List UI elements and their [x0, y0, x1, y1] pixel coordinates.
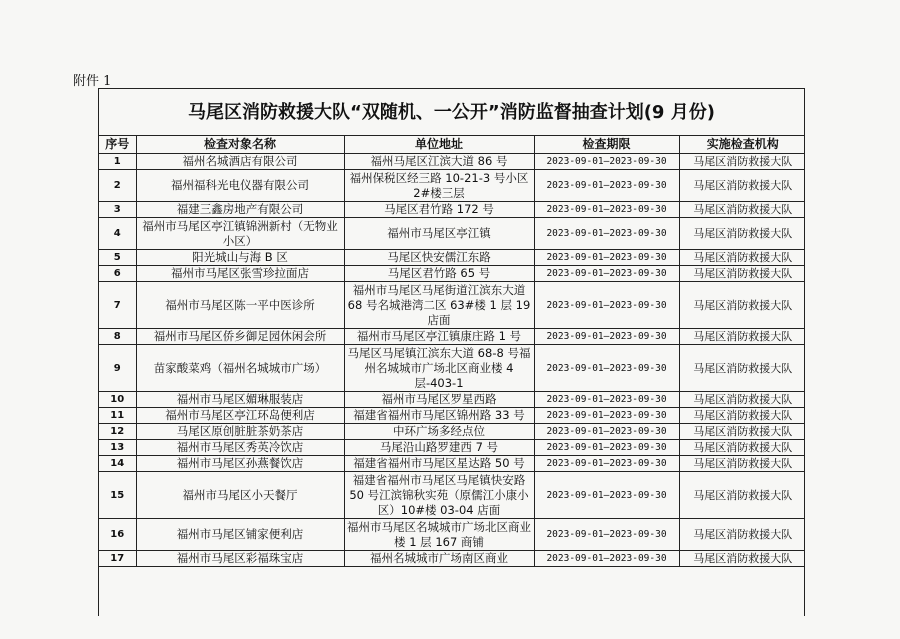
cell-org: 马尾区消防救援大队	[679, 424, 805, 440]
cell-name: 福州市马尾区秀英冷饮店	[136, 440, 344, 456]
cell-name: 福州市马尾区铺家便利店	[136, 519, 344, 551]
cell-no: 5	[99, 250, 136, 266]
cell-name: 福州市马尾区孙燕餐饮店	[136, 456, 344, 472]
cell-address: 福州市马尾区亭江镇康庄路 1 号	[344, 329, 534, 345]
cell-org: 马尾区消防救援大队	[679, 551, 805, 567]
table-row	[99, 519, 805, 551]
cell-no: 9	[99, 345, 136, 392]
table-row	[99, 202, 805, 218]
cell-period: 2023-09-01—2023-09-30	[534, 472, 679, 519]
cell-org: 马尾区消防救援大队	[679, 218, 805, 250]
cell-period: 2023-09-01—2023-09-30	[534, 202, 679, 218]
cell-no: 7	[99, 282, 136, 329]
table-row	[99, 551, 805, 567]
cell-no: 3	[99, 202, 136, 218]
table-row	[99, 250, 805, 266]
cell-no: 6	[99, 266, 136, 282]
cell-name: 福州市马尾区小天餐厅	[136, 472, 344, 519]
cell-address: 福州马尾区江滨大道 86 号	[344, 154, 534, 170]
cell-no: 16	[99, 519, 136, 551]
inspection-plan-table	[99, 136, 805, 567]
header-address: 单位地址	[344, 136, 534, 154]
table-row	[99, 424, 805, 440]
cell-no: 1	[99, 154, 136, 170]
table-row	[99, 282, 805, 329]
table-row	[99, 329, 805, 345]
table-row	[99, 266, 805, 282]
cell-org: 马尾区消防救援大队	[679, 202, 805, 218]
table-row	[99, 408, 805, 424]
cell-name: 福州市马尾区侨乡御足园休闲会所	[136, 329, 344, 345]
cell-address: 马尾区君竹路 172 号	[344, 202, 534, 218]
cell-org: 马尾区消防救援大队	[679, 266, 805, 282]
cell-name: 福州市马尾区张雪珍拉面店	[136, 266, 344, 282]
cell-name: 福州市马尾区陈一平中医诊所	[136, 282, 344, 329]
cell-name: 阳光城山与海 B 区	[136, 250, 344, 266]
cell-name: 苗家酸菜鸡（福州名城城市广场）	[136, 345, 344, 392]
cell-name: 福州市马尾区亭江镇锦洲新村（无物业小区）	[136, 218, 344, 250]
cell-address: 福州市马尾区名城城市广场北区商业楼 1 层 167 商铺	[344, 519, 534, 551]
cell-no: 12	[99, 424, 136, 440]
cell-period: 2023-09-01—2023-09-30	[534, 329, 679, 345]
cell-address: 福州市马尾区亭江镇	[344, 218, 534, 250]
cell-no: 2	[99, 170, 136, 202]
cell-no: 13	[99, 440, 136, 456]
table-row	[99, 472, 805, 519]
document-title: 马尾区消防救援大队“双随机、一公开”消防监督抽查计划(9 月份)	[99, 89, 804, 136]
cell-org: 马尾区消防救援大队	[679, 170, 805, 202]
table-body	[99, 154, 805, 567]
cell-address: 福建省福州市马尾区星达路 50 号	[344, 456, 534, 472]
table-row	[99, 154, 805, 170]
cell-org: 马尾区消防救援大队	[679, 456, 805, 472]
cell-period: 2023-09-01—2023-09-30	[534, 154, 679, 170]
cell-no: 15	[99, 472, 136, 519]
cell-address: 福州保税区经三路 10-21-3 号小区2#楼三层	[344, 170, 534, 202]
cell-period: 2023-09-01—2023-09-30	[534, 170, 679, 202]
cell-org: 马尾区消防救援大队	[679, 154, 805, 170]
cell-address: 福建省福州市马尾区锦州路 33 号	[344, 408, 534, 424]
cell-address: 马尾沿山路罗建西 7 号	[344, 440, 534, 456]
cell-name: 福州名城酒店有限公司	[136, 154, 344, 170]
cell-period: 2023-09-01—2023-09-30	[534, 424, 679, 440]
header-no: 序号	[99, 136, 136, 154]
cell-address: 福州名城城市广场南区商业	[344, 551, 534, 567]
cell-period: 2023-09-01—2023-09-30	[534, 440, 679, 456]
table-row	[99, 440, 805, 456]
cell-name: 马尾区原创脏脏茶奶茶店	[136, 424, 344, 440]
cell-no: 17	[99, 551, 136, 567]
cell-address: 中环广场多经点位	[344, 424, 534, 440]
cell-period: 2023-09-01—2023-09-30	[534, 266, 679, 282]
cell-no: 11	[99, 408, 136, 424]
table-row	[99, 456, 805, 472]
cell-org: 马尾区消防救援大队	[679, 472, 805, 519]
header-org: 实施检查机构	[679, 136, 805, 154]
table-row	[99, 392, 805, 408]
header-period: 检查期限	[534, 136, 679, 154]
cell-period: 2023-09-01—2023-09-30	[534, 282, 679, 329]
cell-period: 2023-09-01—2023-09-30	[534, 519, 679, 551]
cell-no: 8	[99, 329, 136, 345]
cell-address: 马尾区君竹路 65 号	[344, 266, 534, 282]
inspection-plan-table-container	[98, 88, 805, 616]
cell-org: 马尾区消防救援大队	[679, 345, 805, 392]
cell-name: 福建三鑫房地产有限公司	[136, 202, 344, 218]
cell-org: 马尾区消防救援大队	[679, 329, 805, 345]
cell-name: 福州福科光电仪器有限公司	[136, 170, 344, 202]
cell-name: 福州市马尾区亭江环岛便利店	[136, 408, 344, 424]
cell-name: 福州市马尾区媚琳服装店	[136, 392, 344, 408]
attachment-label: 附件 1	[73, 74, 112, 89]
cell-org: 马尾区消防救援大队	[679, 519, 805, 551]
cell-period: 2023-09-01—2023-09-30	[534, 345, 679, 392]
cell-address: 马尾区快安儒江东路	[344, 250, 534, 266]
cell-period: 2023-09-01—2023-09-30	[534, 218, 679, 250]
cell-period: 2023-09-01—2023-09-30	[534, 392, 679, 408]
cell-period: 2023-09-01—2023-09-30	[534, 456, 679, 472]
cell-period: 2023-09-01—2023-09-30	[534, 551, 679, 567]
cell-org: 马尾区消防救援大队	[679, 250, 805, 266]
cell-address: 马尾区马尾镇江滨东大道 68-8 号福州名城城市广场北区商业楼 4 层-403-1	[344, 345, 534, 392]
cell-name: 福州市马尾区彩福珠宝店	[136, 551, 344, 567]
table-row	[99, 345, 805, 392]
cell-period: 2023-09-01—2023-09-30	[534, 408, 679, 424]
cell-no: 10	[99, 392, 136, 408]
cell-org: 马尾区消防救援大队	[679, 440, 805, 456]
cell-address: 福州市马尾区罗星西路	[344, 392, 534, 408]
cell-address: 福建省福州市马尾区马尾镇快安路50 号江滨锦秋实苑（原儒江小康小区）10#楼 03-04 店面	[344, 472, 534, 519]
cell-no: 14	[99, 456, 136, 472]
table-row	[99, 170, 805, 202]
table-header-row	[99, 136, 805, 154]
cell-no: 4	[99, 218, 136, 250]
cell-org: 马尾区消防救援大队	[679, 392, 805, 408]
header-name: 检查对象名称	[136, 136, 344, 154]
cell-org: 马尾区消防救援大队	[679, 282, 805, 329]
cell-org: 马尾区消防救援大队	[679, 408, 805, 424]
cell-address: 福州市马尾区马尾街道江滨东大道68 号名城港湾二区 63#楼 1 层 19 店面	[344, 282, 534, 329]
table-row	[99, 218, 805, 250]
cell-period: 2023-09-01—2023-09-30	[534, 250, 679, 266]
